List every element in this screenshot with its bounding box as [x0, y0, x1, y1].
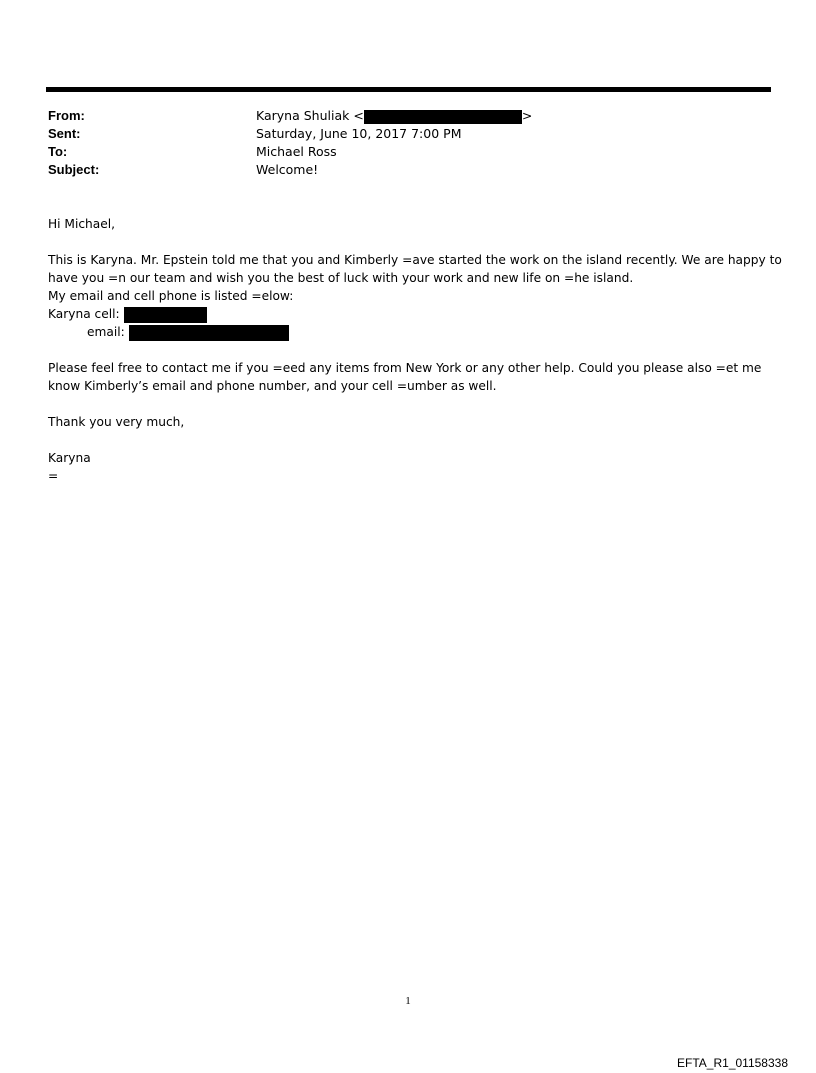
redacted-from-email [364, 110, 522, 124]
from-value [256, 107, 532, 125]
signature-name: Karyna [48, 451, 91, 465]
subject-label: Subject: [48, 162, 100, 177]
to-value: Michael Ross [256, 144, 337, 159]
cell-line [48, 305, 207, 323]
body-paragraph-1-line-3: My email and cell phone is listed =elow: [48, 289, 294, 303]
greeting: Hi Michael, [48, 217, 115, 231]
closing-thanks: Thank you very much, [48, 415, 185, 429]
page-number: 1 [405, 995, 411, 1007]
email-line [87, 323, 289, 341]
from-name: Karyna Shuliak < [256, 108, 364, 123]
redacted-cell-number [124, 307, 207, 323]
sent-label: Sent: [48, 126, 81, 141]
header-divider [46, 87, 771, 92]
to-label: To: [48, 144, 68, 159]
from-label: From: [48, 108, 85, 123]
email-label: email: [87, 325, 125, 339]
body-paragraph-1-line-1: This is Karyna. Mr. Epstein told me that you and Kimberly =ave started the work on the island recently. We are happy to [48, 253, 782, 267]
body-paragraph-2-line-2: know Kimberly’s email and phone number, and your cell =umber as well. [48, 379, 497, 393]
trailing-equals: = [48, 469, 59, 483]
cell-label: Karyna cell: [48, 307, 120, 321]
body-paragraph-2-line-1: Please feel free to contact me if you =eed any items from New York or any other help. Could you please also =et me [48, 361, 762, 375]
redacted-email-address [129, 325, 289, 341]
document-id: EFTA_R1_01158338 [677, 1056, 788, 1070]
body-paragraph-1-line-2: have you =n our team and wish you the best of luck with your work and new life on =he island. [48, 271, 634, 285]
sent-value: Saturday, June 10, 2017 7:00 PM [256, 126, 462, 141]
subject-value: Welcome! [256, 162, 319, 177]
from-close: > [521, 108, 533, 123]
